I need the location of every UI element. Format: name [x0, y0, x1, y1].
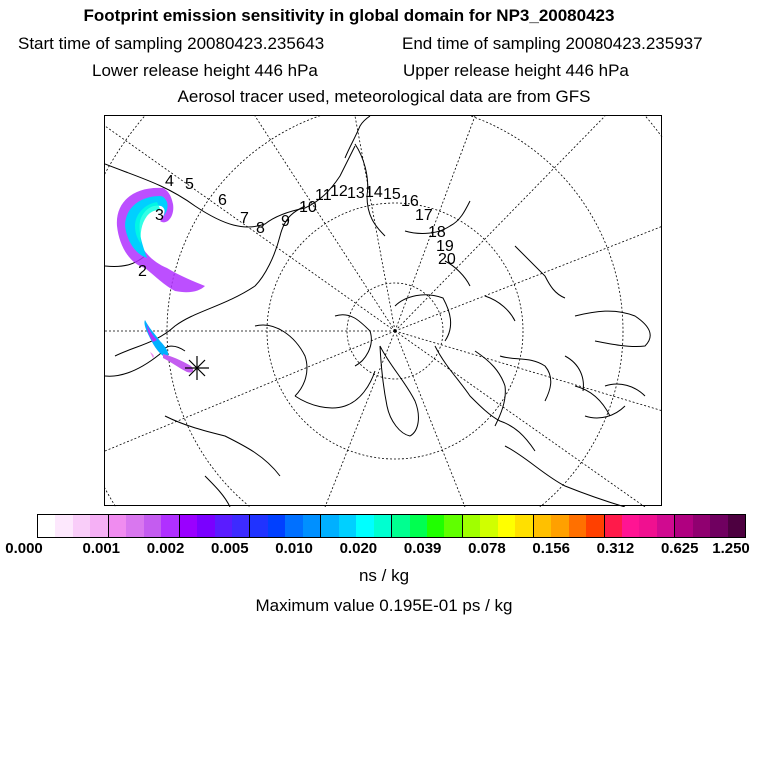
colorbar-cell [710, 515, 727, 537]
meridian-line [325, 331, 395, 507]
colorbar-cell [232, 515, 250, 537]
maximum-value: Maximum value 0.195E-01 ps / kg [255, 596, 513, 615]
day-label: 9 [281, 213, 290, 230]
star-marker [185, 356, 209, 380]
day-label: 16 [401, 193, 419, 210]
day-label: 6 [218, 192, 227, 209]
colorbar-cell [622, 515, 639, 537]
meridian-line [395, 331, 645, 507]
colorbar-cell [73, 515, 90, 537]
day-label: 19 [436, 238, 454, 255]
latitude-circle [167, 116, 623, 507]
color-scale-bar [37, 514, 746, 538]
colorbar-cell [197, 515, 214, 537]
colorbar-cell [480, 515, 497, 537]
day-label: 13 [347, 185, 365, 202]
colorbar-cell [90, 515, 108, 537]
colorbar-cell [339, 515, 356, 537]
colorbar-tick-label: 1.250 [712, 540, 750, 557]
day-label: 5 [185, 176, 194, 193]
colorbar-cell [38, 515, 55, 537]
lower-release-height: Lower release height 446 hPa [92, 61, 318, 80]
colorbar-tick-label: 0.039 [403, 540, 442, 557]
colorbar-tick-label: 0.156 [532, 540, 570, 557]
end-time: End time of sampling 20080423.235937 [402, 34, 703, 53]
day-label: 8 [256, 220, 265, 237]
colorbar-tick-label: 0.002 [146, 540, 185, 557]
colorbar-cell [161, 515, 179, 537]
colorbar-tick-label: 0.625 [660, 540, 699, 557]
day-label: 17 [415, 207, 433, 224]
colorbar-cell [515, 515, 533, 537]
colorbar-cell [427, 515, 444, 537]
colorbar-cell [356, 515, 373, 537]
latitude-circle [105, 116, 663, 507]
map-canvas [105, 116, 663, 507]
colorbar-cell [728, 515, 745, 537]
colorbar-cell [586, 515, 604, 537]
tracer-info: Aerosol tracer used, meteorological data are from GFS [177, 87, 591, 106]
colorbar-tick-label: 0.010 [275, 540, 313, 557]
coastlines [105, 116, 650, 507]
colorbar-cell [215, 515, 232, 537]
day-label: 4 [165, 173, 174, 190]
meridian-line [395, 331, 465, 507]
colorbar-cell [569, 515, 586, 537]
colorbar-cell [126, 515, 143, 537]
colorbar-tick-label: 0.005 [211, 540, 249, 557]
colorbar-cell [463, 515, 480, 537]
meridian-line [105, 126, 395, 331]
colorbar-cell [321, 515, 338, 537]
meridian-line [105, 331, 395, 451]
colorbar-cell [392, 515, 409, 537]
polar-map [104, 115, 662, 506]
colorbar-cell [144, 515, 161, 537]
day-label: 20 [438, 251, 456, 268]
colorbar-cell [534, 515, 551, 537]
upper-release-height: Upper release height 446 hPa [403, 61, 629, 80]
colorbar-cell [55, 515, 72, 537]
colorbar-cell [657, 515, 675, 537]
day-label: 7 [240, 210, 249, 227]
start-time: Start time of sampling 20080423.235643 [18, 34, 325, 53]
colorbar-cell [498, 515, 515, 537]
colorbar-cell [250, 515, 267, 537]
colorbar-cell [675, 515, 692, 537]
colorbar-tick-label: 0.312 [596, 540, 635, 557]
colorbar-cell [551, 515, 568, 537]
colorbar-cell [109, 515, 126, 537]
day-label: 18 [428, 224, 446, 241]
colorbar-tick-label: 0.020 [339, 540, 378, 557]
colorbar-cell [180, 515, 197, 537]
colorbar-cell [605, 515, 622, 537]
day-label: 3 [155, 207, 164, 224]
map-title: Footprint emission sensitivity in global domain for NP3_20080423 [83, 6, 615, 25]
colorbar-tick-label: 0.001 [82, 540, 121, 557]
day-label: 11 [315, 187, 332, 204]
day-label: 15 [383, 186, 401, 203]
colorbar-cell [374, 515, 392, 537]
colorbar-tick-label: 0.078 [468, 540, 506, 557]
colorbar-cell [303, 515, 321, 537]
colorbar-cell [444, 515, 462, 537]
colorbar-tick-label: 0.000 [5, 540, 43, 557]
day-label: 12 [330, 183, 348, 200]
colorbar-cell [639, 515, 656, 537]
day-label: 2 [138, 263, 147, 280]
colorbar-unit: ns / kg [358, 566, 410, 585]
colorbar-cell [268, 515, 285, 537]
colorbar-cell [285, 515, 302, 537]
day-label: 10 [299, 199, 317, 216]
colorbar-cell [693, 515, 710, 537]
day-label: 14 [365, 184, 383, 201]
colorbar-cell [410, 515, 427, 537]
